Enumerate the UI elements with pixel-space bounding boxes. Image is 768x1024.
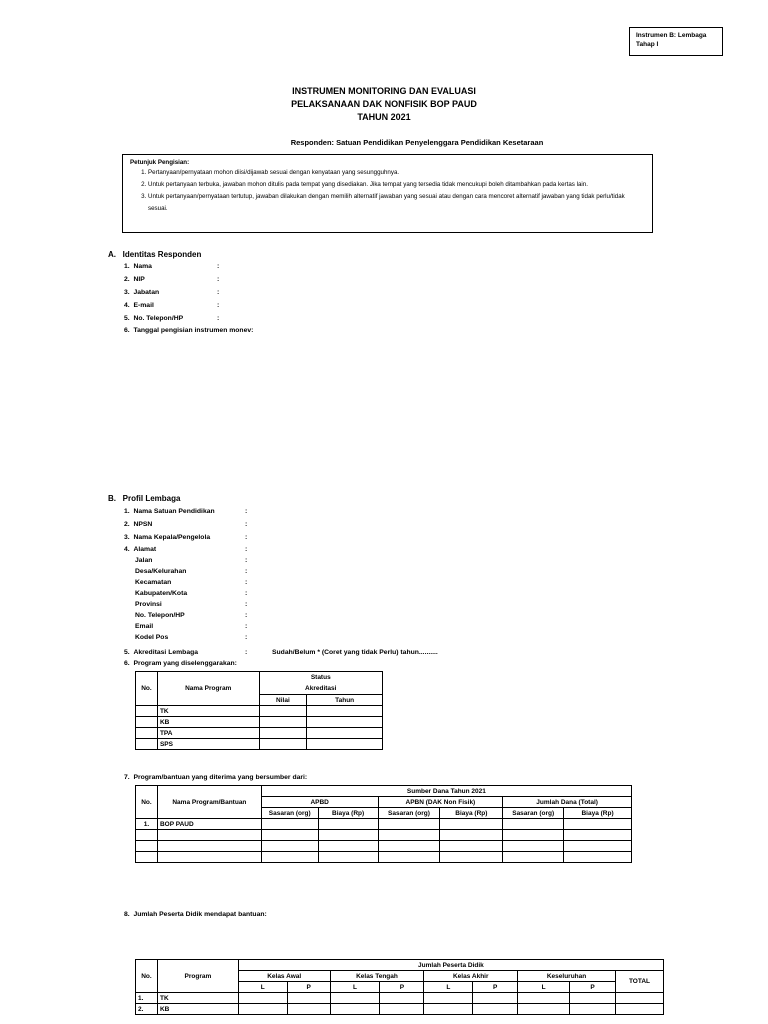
field-colon: : [217,315,220,322]
table-row [136,706,383,717]
col-header-keseluruhan: Keseluruhan [518,971,616,982]
field-colon: : [217,289,220,296]
table-row [136,993,664,1004]
field-colon: : [245,557,248,564]
field-colon: : [245,649,248,656]
row-number: 2. [136,1004,158,1015]
col-header-total: TOTAL [615,971,663,993]
field-colon: : [217,302,220,309]
col-header-kelas-awal: Kelas Awal [238,971,330,982]
table-row [136,819,632,830]
col-header-l: L [330,982,380,993]
col-header-kelas-tengah: Kelas Tengah [330,971,424,982]
col-header-program: Program [157,960,238,993]
field-colon: : [245,579,248,586]
field-colon: : [245,508,248,515]
field-label: No. Telepon/HP [135,612,185,619]
program-table [135,671,383,750]
col-header-biaya: Biaya (Rp) [318,808,378,819]
col-header-jumlah: Jumlah Peserta Didik [238,960,663,971]
field-label: 2. NPSN [124,521,153,528]
field-label: 6. Program yang diselenggarakan: [124,660,237,667]
doc-title-line2: PELAKSANAAN DAK NONFISIK BOP PAUD [291,99,477,109]
field-label: Provinsi [135,601,162,608]
instruction-item: 1. Pertanyaan/pernyataan mohon diisi/dijawab sesuai dengan kenyataan yang sesungguhnya. [148,167,645,179]
field-colon: : [245,546,248,553]
field-label: 1. Nama Satuan Pendidikan [124,508,215,515]
instrument-tag-line1: Instrumen B: Lembaga [636,32,707,39]
funding-table [135,785,632,863]
col-header-no: No. [136,960,158,993]
field-colon: : [245,634,248,641]
field-colon: : [245,590,248,597]
table-row [136,852,632,863]
col-header-p: P [287,982,330,993]
col-header-p: P [473,982,518,993]
table-row [136,1004,664,1015]
instruction-item: 2. Untuk pertanyaan terbuka, jawaban mohon ditulis pada tempat yang disediakan. Jika tempat yang tersedia tidak mencukupi boleh ditambahkan pada kertas lain. [148,179,645,191]
col-header-tahun: Tahun [307,695,383,706]
row-number: 1. [136,819,158,830]
col-header-sasaran: Sasaran (org) [261,808,318,819]
col-header-apbn: APBN (DAK Non Fisik) [378,797,503,808]
col-header-no: No. [136,786,158,819]
field-label: Email [135,623,154,630]
program-name: TK [157,993,238,1004]
instructions-list [130,167,645,215]
col-header-program: Nama Program/Bantuan [157,786,261,819]
instrument-tag [629,27,723,56]
field-colon: : [245,568,248,575]
col-header-biaya: Biaya (Rp) [440,808,503,819]
accreditation-value: Sudah/Belum * (Coret yang tidak Perlu) tahun.......... [272,649,438,656]
field-label: 5. No. Telepon/HP [124,315,184,322]
field-label: 5. Akreditasi Lembaga [124,649,199,656]
program-name: KB [157,1004,238,1015]
field-label: 4. E-mail [124,302,154,309]
field-label: 3. Jabatan [124,289,160,296]
field-label: 6. Tanggal pengisian instrumen monev: [124,327,254,334]
field-label: Kodel Pos [135,634,169,641]
col-header-apbd: APBD [261,797,378,808]
col-header-status: Status [259,672,383,684]
col-header-biaya: Biaya (Rp) [564,808,632,819]
field-colon: : [245,521,248,528]
col-header-akreditasi: Akreditasi [259,683,383,695]
table-row [136,830,632,841]
field-colon: : [245,601,248,608]
program-name: TK [157,706,259,717]
col-header-nilai: Nilai [259,695,307,706]
field-label: Kecamatan [135,579,172,586]
col-header-sasaran: Sasaran (org) [378,808,440,819]
table-row [136,841,632,852]
table-row [136,717,383,728]
respondent-line: Responden: Satuan Pendidikan Penyelenggara Pendidikan Kesetaraan [290,138,544,147]
instructions-box [122,154,653,233]
question-7-label: 7. Program/bantuan yang diterima yang bersumber dari: [124,774,308,781]
instrument-tag-line2: Tahap I [636,41,659,48]
col-header-program: Nama Program [157,672,259,706]
field-colon: : [217,263,220,270]
col-header-p: P [380,982,424,993]
field-label: Kabupaten/Kota [135,590,188,597]
field-label: 2. NIP [124,276,145,283]
col-header-kelas-akhir: Kelas Akhir [424,971,518,982]
table-row [136,739,383,750]
question-8-label: 8. Jumlah Peserta Didik mendapat bantuan: [124,911,267,918]
program-name: BOP PAUD [157,819,261,830]
field-colon: : [245,612,248,619]
col-header-l: L [518,982,570,993]
program-name: KB [157,717,259,728]
field-colon: : [245,623,248,630]
row-number: 1. [136,993,158,1004]
instruction-item: 3. Untuk pertanyaan/pernyataan tertutup, jawaban dilakukan dengan memilih alternatif jawaban yang sesuai atau dengan cara mencoret alternatif jawaban yang tidak perlu/tidak sesuai. [148,191,645,215]
field-colon: : [245,534,248,541]
program-name: TPA [157,728,259,739]
field-colon: : [217,276,220,283]
field-label: 3. Nama Kepala/Pengelola [124,534,211,541]
col-header-sasaran: Sasaran (org) [503,808,564,819]
doc-title-line1: INSTRUMEN MONITORING DAN EVALUASI [292,86,476,96]
section-a-heading: A. Identitas Responden [108,250,202,259]
field-label: Jalan [135,557,153,564]
students-table [135,959,664,1015]
col-header-p: P [570,982,616,993]
col-header-jumlah: Jumlah Dana (Total) [503,797,632,808]
field-label: 4. Alamat [124,546,157,553]
field-label: 1. Nama [124,263,152,270]
col-header-l: L [424,982,473,993]
col-header-sumber: Sumber Dana Tahun 2021 [261,786,631,797]
program-name: SPS [157,739,259,750]
instructions-heading: Petunjuk Pengisian: [130,159,190,166]
section-b-heading: B. Profil Lembaga [108,494,181,503]
table-row [136,728,383,739]
doc-title-line3: TAHUN 2021 [357,112,411,122]
col-header-l: L [238,982,287,993]
field-label: Desa/Kelurahan [135,568,187,575]
col-header-no: No. [136,672,158,706]
